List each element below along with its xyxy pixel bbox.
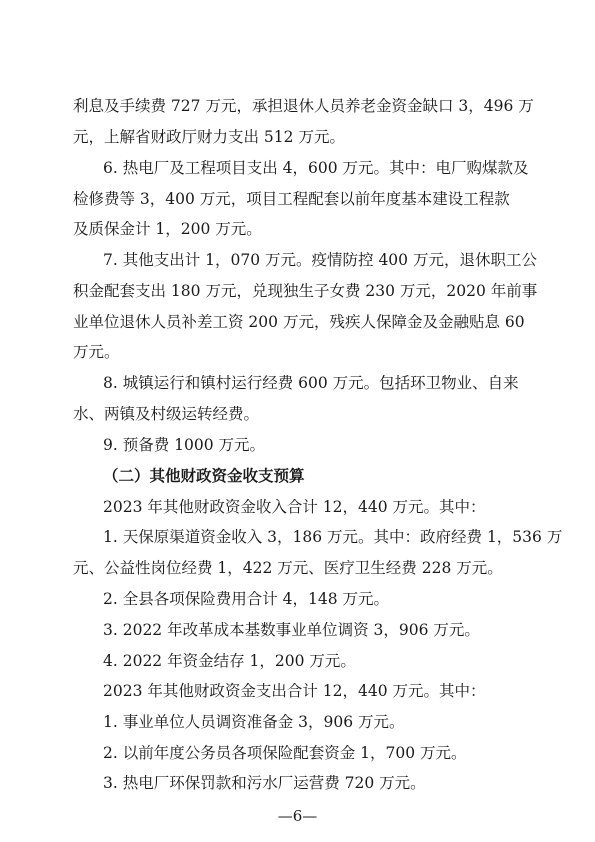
text-line-18: 3. 2022 年改革成本基数事业单位调资 3，906 万元。 bbox=[103, 621, 480, 639]
text-line-8: 业单位退休人员补差工资 200 万元，残疾人保障金及金融贴息 60 bbox=[73, 313, 525, 331]
text-line-6: 7. 其他支出计 1，070 万元。疫情防控 400 万元，退休职工公 bbox=[103, 251, 537, 269]
text-line-10: 8. 城镇运行和镇村运行经费 600 万元。包括环卫物业、自来 bbox=[103, 374, 519, 392]
text-line-5: 及质保金计 1，200 万元。 bbox=[73, 220, 262, 238]
text-line-19: 4. 2022 年资金结存 1，200 万元。 bbox=[103, 652, 356, 670]
text-line-23: 3. 热电厂环保罚款和污水厂运营费 720 万元。 bbox=[103, 774, 426, 792]
text-line-4: 检修费等 3，400 万元，项目工程配套以前年度基本建设工程款 bbox=[73, 190, 510, 208]
text-line-15: 1. 天保原渠道资金收入 3，186 万元。其中：政府经费 1，536 万 bbox=[103, 528, 563, 546]
page-number: —6— bbox=[277, 807, 318, 825]
text-line-1: 利息及手续费 727 万元，承担退休人员养老金资金缺口 3，496 万 bbox=[73, 97, 534, 115]
text-line-9: 万元。 bbox=[73, 343, 120, 361]
text-line-2: 元，上解省财政厅财力支出 512 万元。 bbox=[73, 128, 345, 146]
text-line-7: 积金配套支出 180 万元，兑现独生子女费 230 万元，2020 年前事 bbox=[73, 282, 538, 300]
text-line-21: 1. 事业单位人员调资准备金 3，906 万元。 bbox=[103, 713, 405, 731]
text-line-16: 元、公益性岗位经费 1，422 万元、医疗卫生经费 228 万元。 bbox=[73, 559, 503, 577]
section-heading: （二）其他财政资金收支预算 bbox=[103, 466, 305, 485]
text-line-11: 水、两镇及村级运转经费。 bbox=[73, 405, 260, 423]
text-line-17: 2. 全县各项保险费用合计 4，148 万元。 bbox=[103, 590, 390, 608]
text-line-20: 2023 年其他财政资金支出合计 12，440 万元。其中： bbox=[103, 682, 486, 700]
text-line-14: 2023 年其他财政资金收入合计 12，440 万元。其中： bbox=[103, 498, 486, 516]
text-line-12: 9. 预备费 1000 万元。 bbox=[103, 436, 266, 454]
text-line-3: 6. 热电厂及工程项目支出 4，600 万元。其中：电厂购煤款及 bbox=[103, 159, 529, 177]
text-line-22: 2. 以前年度公务员各项保险配套资金 1，700 万元。 bbox=[103, 744, 467, 762]
